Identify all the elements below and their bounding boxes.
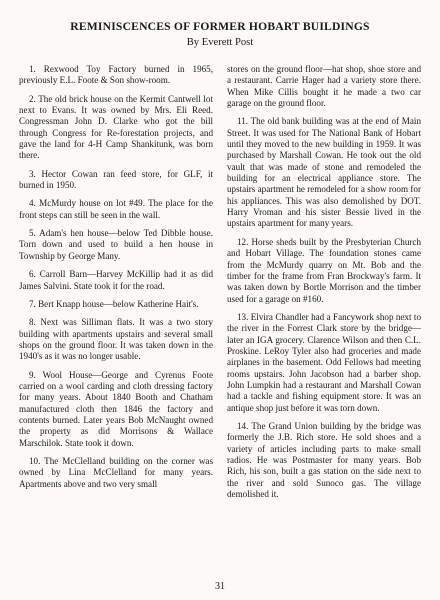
paragraph: 3. Hector Cowan ran feed store, for GLF, it burned in 1950.	[19, 168, 213, 191]
paragraph: 8. Next was Silliman flats. It was a two story building with apartments upstairs and several small shops on the ground floor. It was taken down in the 1940's as it was no longer usable.	[19, 317, 213, 362]
paragraph: 10. The McClelland building on the corner was owned by Lina McClelland for many years. Apartments above and two very small	[19, 455, 213, 489]
paragraph: 6. Carroll Barn—Harvey McKillip had it as did James Salvini. State took it for the road.	[19, 269, 213, 291]
paragraph: 2. The old brick house on the Kermit Cantwell lot next to Evans. It was owned by Mrs. Eli Reed. Congressman John D. Clarke who got the bill through Congress for Re-forestation projects, and gave the land for 4-H Camp Shankitunk, was born there.	[19, 93, 213, 161]
paragraph: stores on the ground floor—hat shop, shoe store and a restaurant. Carrie Hager had a variety store there. When Mike Cillis bought it he made a two car garage on the ground floor.	[227, 64, 421, 109]
left-column	[19, 64, 213, 507]
paragraph: 1. Rexwood Toy Factory burned in 1965, previously E.L. Foote & Son show-room.	[19, 64, 213, 86]
paragraph: 5. Adam's hen house—below Ted Dibble house. Torn down and used to build a hen house in Township by George Many.	[19, 228, 213, 261]
paragraph: 13. Elvira Chandler had a Fancywork shop next to the river in the Forrest Clark store by the bridge—later an IGA grocery. Clarence Wilson and then C.L. Proskine. LeRoy Tyler also had groceries and made airplanes in the basement. Odd Fellows had meeting rooms upstairs. John Jacobson had a barber shop. John Lumpkin had a restaurant and Marshall Cowan had a tackle and fishing equipment store. It was an antique shop just before it was torn down.	[227, 311, 421, 413]
paragraph: 14. The Grand Union building by the bridge was formerly the J.B. Rich store. He sold shoes and a variety of articles including parts to make small radios. He was Postmaster for many years. Bob Rich, his son, built a gas station on the side next to the river and sold Sunoco gas. The village demolished it.	[227, 420, 421, 500]
paragraph: 11. The old bank building was at the end of Main Street. It was used for The National Bank of Hobart until they moved to the new building in 1959. It was purchased by Marshall Cowan. He took out the old vault that was made of stone and remodeled the building for an electrical appliance store. The upstairs apartment he remodeled for a show room for his appliances. This was also demolished by DOT. Harry Vroman and his sister Bessie lived in the upstairs apartment for many years.	[227, 116, 421, 229]
paragraph: 7. Bert Knapp house—below Katherine Hait's.	[29, 298, 199, 309]
paragraph: 4. McMurdy house on lot #49. The place for the front steps can still be seen in the wall.	[19, 198, 213, 220]
article-title: REMINISCENCES OF FORMER HOBART BUILDINGS	[70, 20, 370, 33]
page-number: 31	[215, 581, 225, 592]
text-columns	[19, 64, 421, 507]
paragraph: 9. Wool House—George and Cyrenus Foote carried on a wool carding and cloth dressing factory for many years. About 1840 Booth and Chatham manufactured cloth then 1846 the factory and contents burned. Later years Bob McNaught owned the property as did Morrisons & Wallace Marschilok. State took it down.	[19, 369, 213, 448]
right-column	[227, 64, 421, 507]
author-byline: By Everett Post	[186, 37, 254, 48]
paragraph: 12. Horse sheds built by the Presbyterian Church and Hobart Village. The foundation stones came from the McMurdy quarry on Mt. Bob and the timber for the frame from Fran Brockway's farm. It was taken down by Bortle Morrison and the timber used for a garage on #160.	[227, 236, 421, 304]
